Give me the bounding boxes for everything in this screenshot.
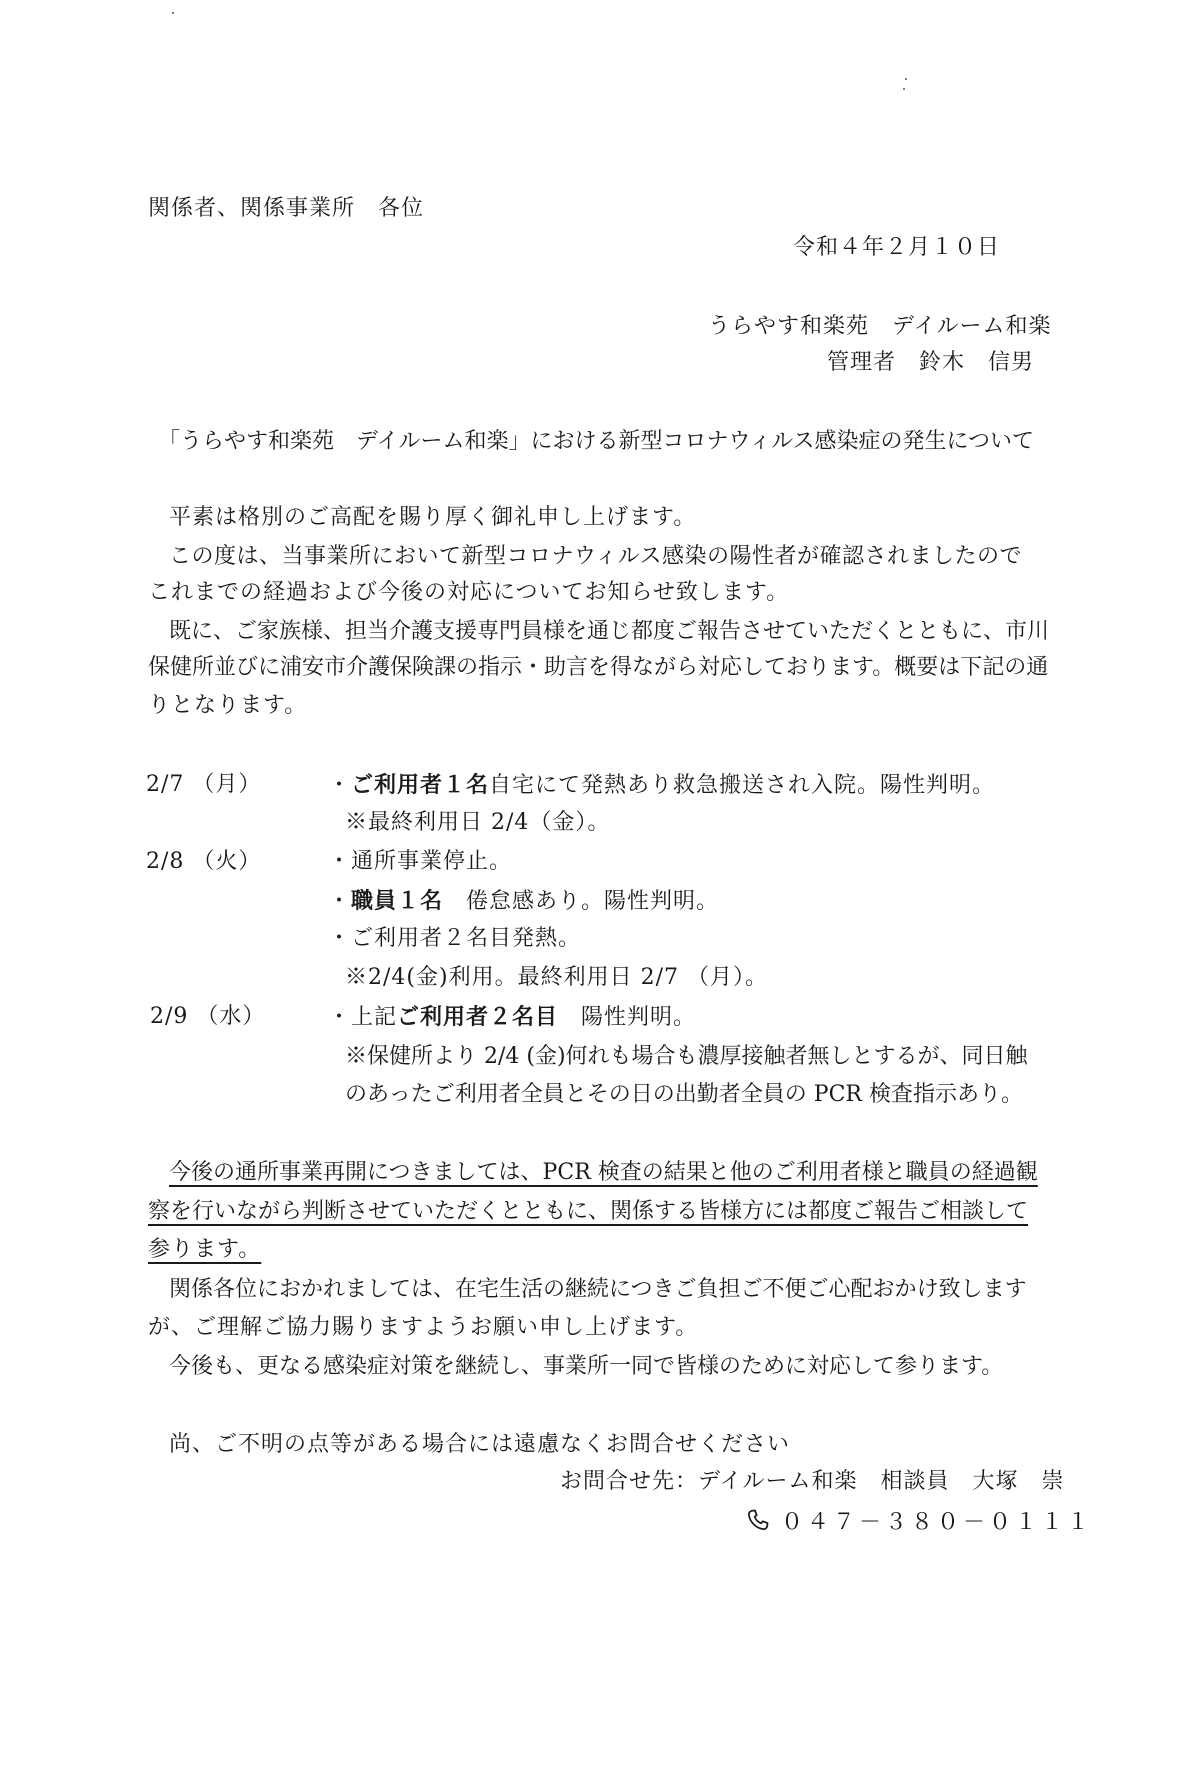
entry-text: 自宅にて発熱あり救急搬送され入院。陽性判明。	[489, 773, 996, 798]
timeline-date: 2/9 （水）	[150, 1004, 266, 1029]
intro-line: これまでの経過および今後の対応についてお知らせ致します。	[148, 580, 790, 605]
timeline-date: 2/8 （火）	[146, 849, 262, 874]
timeline-entry	[328, 1002, 696, 1033]
scan-speck	[903, 88, 905, 90]
timeline-note: ※2/4(金)利用。最終利用日 2/7 （月）。	[345, 965, 768, 990]
bullet: ・	[328, 773, 352, 798]
timeline-entry	[328, 770, 995, 801]
closing-line: が、ご理解ご協力賜りますようお願い申し上げます。	[148, 1315, 699, 1340]
staff-1-label: 職員１名	[351, 888, 444, 914]
intro-line: この度は、当事業所において新型コロナウィルス感染の陽性者が確認されましたので	[169, 544, 1023, 569]
entry-text: 倦怠感あり。陽性判明。	[443, 889, 720, 914]
timeline-entry: ・通所事業停止。	[328, 849, 513, 874]
timeline-date: 2/7 （月）	[146, 772, 262, 797]
phone-number: ０４７－３８０－０１１１	[781, 1510, 1094, 1535]
contact-person: お問合せ先：デイルーム和楽 相談員 大塚 崇	[560, 1469, 1065, 1494]
closing-line: 関係各位におかれましては、在宅生活の継続につきご負担ご不便ご心配おかけ致します	[169, 1277, 1027, 1302]
intro-line: 既に、ご家族様、担当介護支援専門員様を通じ都度ご報告させていただくとともに、市川	[169, 619, 1050, 644]
sender-organization: うらやす和楽苑 デイルーム和楽	[708, 314, 1052, 339]
closing-underlined-line: 今後の通所事業再開につきましては、PCR 検査の結果と他のご利用者様と職員の経過観	[169, 1160, 1038, 1185]
intro-line: 保健所並びに浦安市介護保険課の指示・助言を得ながら対応しております。概要は下記の通	[148, 655, 1049, 680]
scan-speck	[172, 12, 174, 14]
closing-underlined-line: 察を行いながら判断させていただくとともに、関係する皆様方には都度ご報告ご相談して	[148, 1199, 1029, 1224]
phone-icon	[745, 1507, 771, 1533]
scan-speck	[905, 78, 907, 80]
intro-line: 平素は格別のご高配を賜り厚く御礼申し上げます。	[169, 505, 697, 530]
entry-text: ・上記	[328, 1005, 398, 1030]
patient-2-label: ご利用者２名目	[397, 1004, 559, 1030]
patient-1-label: ご利用者１名	[351, 772, 490, 798]
timeline-note: ※最終利用日 2/4（金）。	[345, 810, 611, 835]
timeline-entry: ・ご利用者２名目発熱。	[328, 926, 582, 951]
intro-line: りとなります。	[148, 693, 308, 718]
entry-text: 陽性判明。	[558, 1005, 697, 1030]
timeline-note: のあったご利用者全員とその日の出勤者全員の PCR 検査指示あり。	[345, 1082, 1023, 1107]
inquiry-note: 尚、ご不明の点等がある場合には遠慮なくお問合せください	[169, 1432, 791, 1457]
closing-underlined-line: 参ります。	[148, 1237, 262, 1262]
closing-line: 今後も、更なる感染症対策を継続し、事業所一同で皆様のために対応して参ります。	[169, 1354, 1004, 1379]
sender-manager: 管理者 鈴木 信男	[827, 350, 1035, 375]
document-date: 令和４年２月１０日	[793, 235, 1001, 260]
phone-line	[745, 1507, 1093, 1538]
bullet: ・	[328, 889, 352, 914]
timeline-entry	[328, 886, 719, 917]
document-title: 「うらやす和楽苑 デイルーム和楽」における新型コロナウィルス感染症の発生について	[158, 429, 1035, 454]
addressee: 関係者、関係事業所 各位	[148, 196, 425, 221]
timeline-note: ※保健所より 2/4 (金)何れも場合も濃厚接触者無しとするが、同日触	[345, 1044, 1028, 1069]
